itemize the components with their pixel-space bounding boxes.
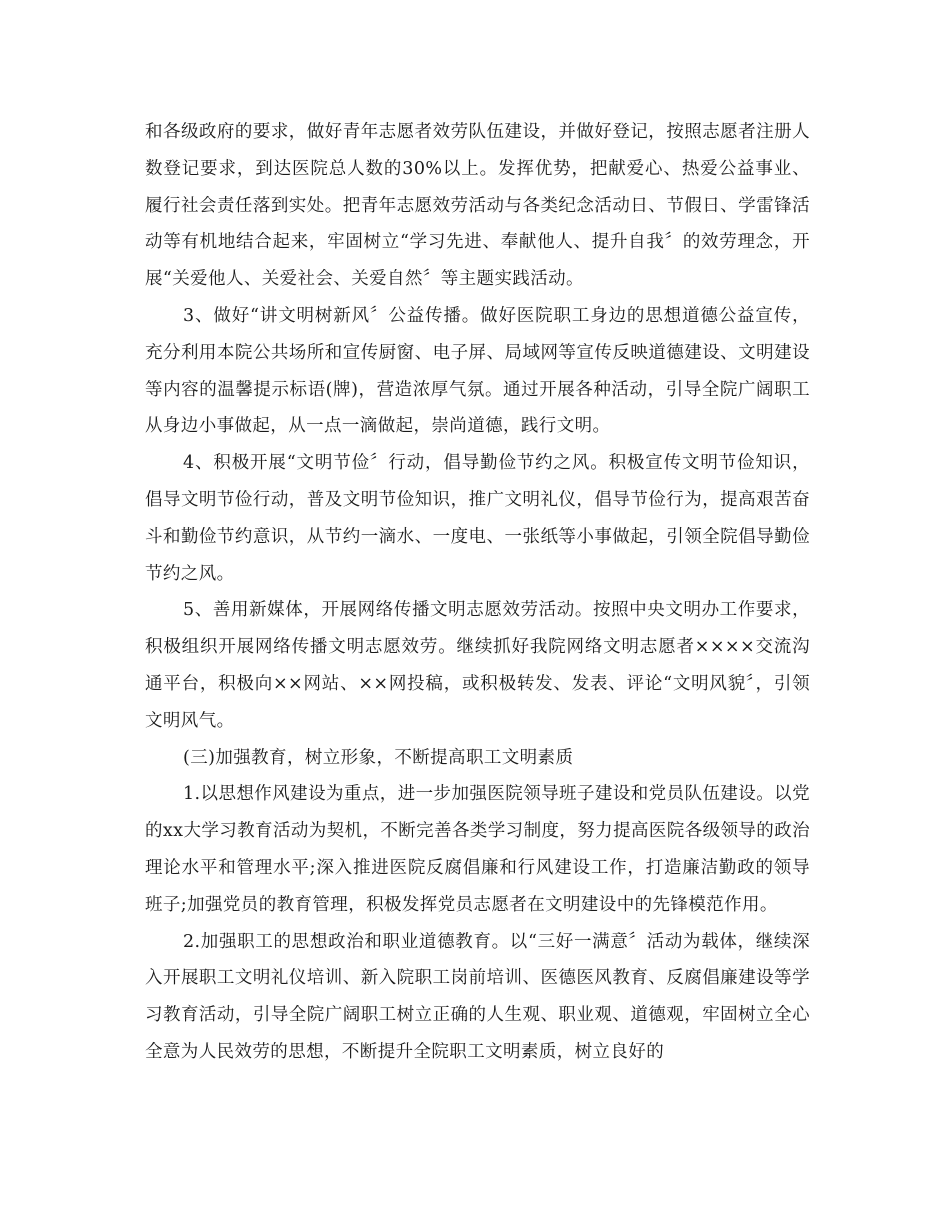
paragraph-ethics-education: 2.加强职工的思想政治和职业道德教育。以“三好一满意〞活动为载体，继续深入开展职工文明礼仪培训、新入院职工岗前培训、医德医风教育、反腐倡廉建设等学习教育活动，引导全院广阔职工树立正确的人生观、职业观、道德观，牢固树立全心全意为人民效劳的思想，不断提升全院职工文明素质，树立良好的 <box>145 931 810 1062</box>
section-heading-education: (三)加强教育，树立形象，不断提高职工文明素质 <box>183 747 574 768</box>
paragraph-public-welfare-broadcast: 3、做好“讲文明树新风〞公益传播。做好医院职工身边的思想道德公益宣传，充分利用本院公共场所和宣传厨窗、电子屏、局域网等宣传反映道德建设、文明建设等内容的温馨提示标语(牌)，营造浓厚气氛。通过开展各种活动，引导全院广阔职工从身边小事做起，从一点一滴做起，崇尚道德，践行文明。 <box>145 305 810 437</box>
document-body <box>145 114 810 1071</box>
paragraph-volunteer-team: 和各级政府的要求，做好青年志愿者效劳队伍建设，并做好登记，按照志愿者注册人数登记要求，到达医院总人数的30%以上。发挥优势，把献爱心、热爱公益事业、履行社会责任落到实处。把青年志愿效劳活动与各类纪念活动日、节假日、学雷锋活动等有机地结合起来，牢固树立“学习先进、奉献他人、提升自我〞的效劳理念，开展“关爱他人、关爱社会、关爱自然〞等主题实践活动。 <box>145 122 810 290</box>
paragraph-leadership-building: 1.以思想作风建设为重点，进一步加强医院领导班子建设和党员队伍建设。以党的xx大学习教育活动为契机，不断完善各类学习制度，努力提高医院各级领导的政治理论水平和管理水平;深入推进医院反腐倡廉和行风建设工作，打造廉洁勤政的领导班子;加强党员的教育管理，积极发挥党员志愿者在文明建设中的先锋模范作用。 <box>145 784 810 915</box>
paragraph-frugality-campaign: 4、积极开展“文明节俭〞行动，倡导勤俭节约之风。积极宣传文明节俭知识，倡导文明节俭行动，普及文明节俭知识，推广文明礼仪，倡导节俭行为，提高艰苦奋斗和勤俭节约意识，从节约一滴水、一度电、一张纸等小事做起，引领全院倡导勤俭节约之风。 <box>145 453 810 584</box>
paragraph-new-media: 5、善用新媒体，开展网络传播文明志愿效劳活动。按照中央文明办工作要求，积极组织开展网络传播文明志愿效劳。继续抓好我院网络文明志愿者××××交流沟通平台，积极向××网站、××网投稿，或积极转发、发表、评论“文明风貌〞，引领文明风气。 <box>145 600 810 731</box>
